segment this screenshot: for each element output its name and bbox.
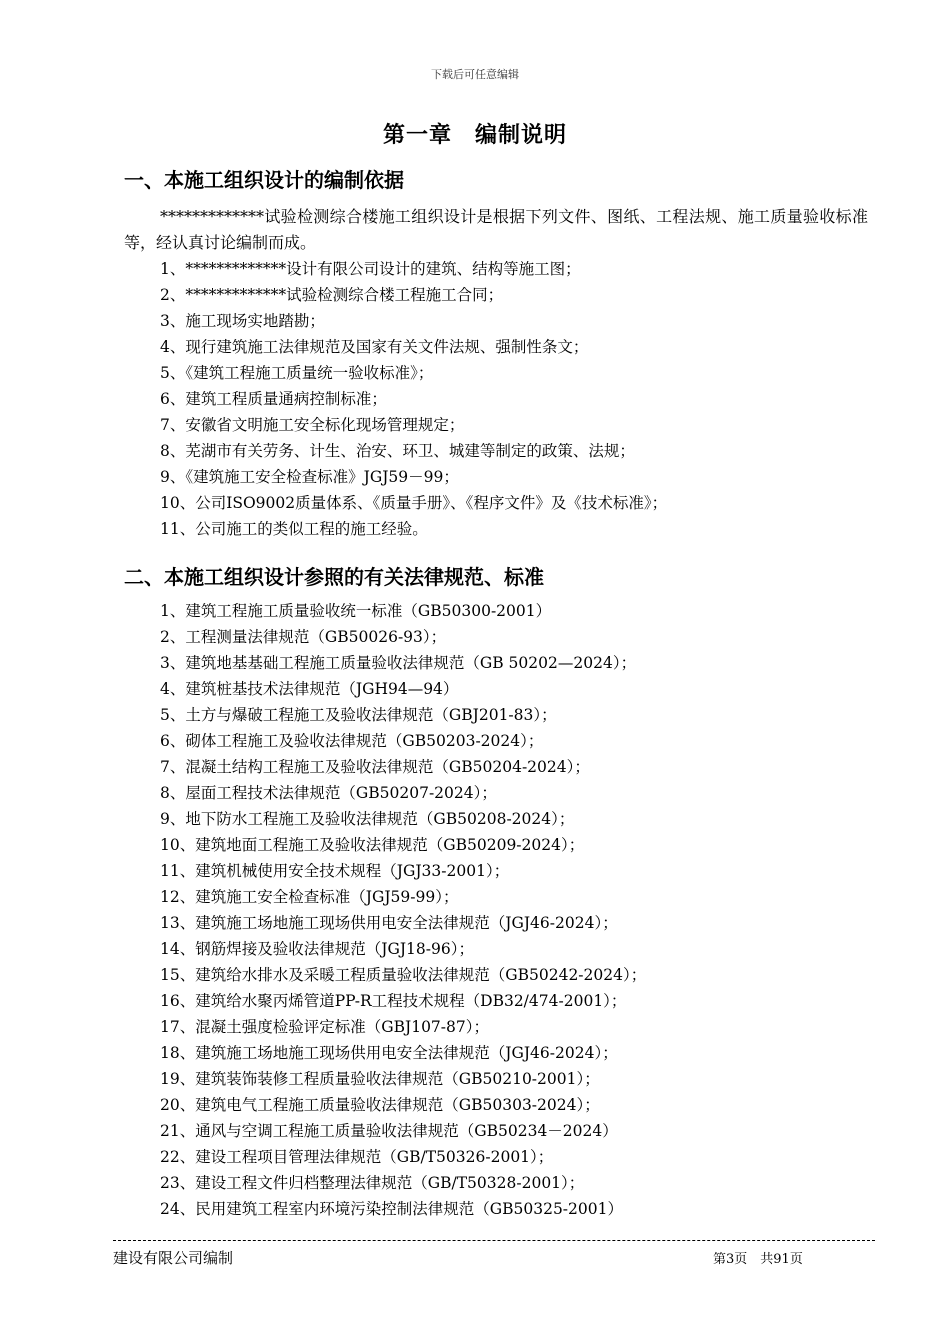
list-item: 6、砌体工程施工及验收法律规范（GB50203-2024）； <box>160 732 544 750</box>
list-item: 23、建设工程文件归档整理法律规范（GB/T50328-2001）； <box>160 1174 585 1192</box>
list-item: 11、公司施工的类似工程的施工经验。 <box>160 520 428 538</box>
list-item: 9、地下防水工程施工及验收法律规范（GB50208-2024）； <box>160 810 575 828</box>
basis-list <box>160 256 667 542</box>
list-item: 18、建筑施工场地施工现场供用电安全法律规范（JGJ46-2024）； <box>160 1044 618 1062</box>
list-item: 24、民用建筑工程室内环境污染控制法律规范（GB50325-2001） <box>160 1200 623 1218</box>
list-item: 4、建筑桩基技术法律规范（JGH94—94） <box>160 680 459 698</box>
list-item: 7、混凝土结构工程施工及验收法律规范（GB50204-2024）； <box>160 758 590 776</box>
list-item: 16、建筑给水聚丙烯管道PP-R工程技术规程（DB32/474-2001）； <box>160 992 627 1010</box>
list-item: 9、《建筑施工安全检查标准》JGJ59－99； <box>160 468 459 486</box>
list-item: 6、建筑工程质量通病控制标准； <box>160 390 387 408</box>
list-item: 4、现行建筑施工法律规范及国家有关文件法规、强制性条文； <box>160 338 589 356</box>
list-item: 8、屋面工程技术法律规范（GB50207-2024）； <box>160 784 497 802</box>
list-item: 15、建筑给水排水及采暖工程质量验收法律规范（GB50242-2024）； <box>160 966 647 984</box>
footer-divider <box>113 1240 875 1241</box>
list-item: 20、建筑电气工程施工质量验收法律规范（GB50303-2024）； <box>160 1096 600 1114</box>
list-item: 14、钢筋焊接及验收法律规范（JGJ18-96）； <box>160 940 474 958</box>
list-item: 2、*************试验检测综合楼工程施工合同； <box>160 286 504 304</box>
list-item: 11、建筑机械使用安全技术规程（JGJ33-2001）； <box>160 862 510 880</box>
list-item: 8、芜湖市有关劳务、计生、治安、环卫、城建等制定的政策、法规； <box>160 442 635 460</box>
list-item: 13、建筑施工场地施工现场供用电安全法律规范（JGJ46-2024）； <box>160 914 618 932</box>
list-item: 22、建设工程项目管理法律规范（GB/T50326-2001）； <box>160 1148 554 1166</box>
list-item: 2、工程测量法律规范（GB50026-93）； <box>160 628 447 646</box>
download-note: 下载后可任意编辑 <box>431 68 519 81</box>
list-item: 1、*************设计有限公司设计的建筑、结构等施工图； <box>160 260 581 278</box>
list-item: 10、公司ISO9002质量体系、《质量手册》、《程序文件》及《技术标准》； <box>160 494 668 512</box>
section2-heading: 二、本施工组织设计参照的有关法律规范、标准 <box>124 565 544 589</box>
list-item: 5、《建筑工程施工质量统一验收标准》； <box>160 364 434 382</box>
list-item: 3、建筑地基基础工程施工质量验收法律规范（GB 50202—2024）； <box>160 654 637 672</box>
list-item: 7、安徽省文明施工安全标化现场管理规定； <box>160 416 465 434</box>
list-item: 19、建筑装饰装修工程质量验收法律规范（GB50210-2001）； <box>160 1070 600 1088</box>
footer-company: 建设有限公司编制 <box>113 1249 234 1267</box>
chapter-title: 第一章 编制说明 <box>382 123 567 148</box>
list-item: 3、施工现场实地踏勘； <box>160 312 325 330</box>
list-item: 1、建筑工程施工质量验收统一标准（GB50300-2001） <box>160 602 552 620</box>
list-item: 17、混凝土强度检验评定标准（GBJ107-87）； <box>160 1018 490 1036</box>
list-item: 12、建筑施工安全检查标准（JGJ59-99）； <box>160 888 459 906</box>
section1-heading: 一、本施工组织设计的编制依据 <box>124 168 404 192</box>
list-item: 5、土方与爆破工程施工及验收法律规范（GBJ201-83）； <box>160 706 557 724</box>
section1-intro: *************试验检测综合楼施工组织设计是根据下列文件、图纸、工程法规、施工质量验收标准等，经认真讨论编制而成。 <box>124 207 868 252</box>
standards-list <box>160 598 646 1222</box>
list-item: 21、通风与空调工程施工质量验收法律规范（GB50234－2024） <box>160 1122 618 1140</box>
list-item: 10、建筑地面工程施工及验收法律规范（GB50209-2024）； <box>160 836 585 854</box>
footer-page-number: 第3页 共91页 <box>713 1252 803 1267</box>
